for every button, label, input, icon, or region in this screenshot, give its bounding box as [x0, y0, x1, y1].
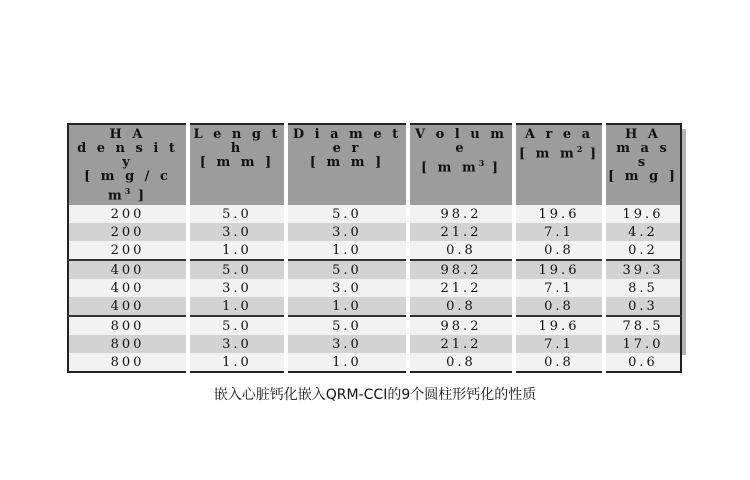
cell-ha-mass: 17.0 [604, 335, 681, 353]
header-area [514, 124, 604, 205]
cell-area: 0.8 [514, 353, 604, 372]
header-line: L e n g t h [193, 127, 281, 156]
header-length [188, 124, 286, 205]
cell-ha-mass: 0.6 [604, 353, 681, 372]
cell-area: 19.6 [514, 316, 604, 335]
cell-ha-mass: 8.5 [604, 279, 681, 297]
cell-area: 0.8 [514, 241, 604, 260]
cell-area: 7.1 [514, 279, 604, 297]
header-line: A r e a [524, 127, 594, 142]
table-row [68, 241, 681, 260]
cell-ha-density: 400 [68, 260, 188, 279]
cell-length: 3.0 [188, 223, 286, 241]
cell-ha-mass: 0.3 [604, 297, 681, 316]
cell-diameter: 5.0 [286, 205, 408, 223]
cell-ha-density: 400 [68, 297, 188, 316]
cell-diameter: 3.0 [286, 279, 408, 297]
header-line: [ m g ] [608, 169, 678, 184]
cell-ha-density: 400 [68, 279, 188, 297]
cell-ha-mass: 0.2 [604, 241, 681, 260]
cell-volume: 98.2 [408, 260, 514, 279]
header-diameter [286, 124, 408, 205]
cell-length: 1.0 [188, 297, 286, 316]
cell-volume: 0.8 [408, 241, 514, 260]
cell-length: 3.0 [188, 335, 286, 353]
table-row [68, 279, 681, 297]
header-line-tail: ] [484, 160, 501, 176]
cell-diameter: 1.0 [286, 353, 408, 372]
cell-ha-density: 800 [68, 316, 188, 335]
calcification-properties-table [67, 123, 682, 373]
cell-area: 19.6 [514, 260, 604, 279]
header-line: d e n s i t y [77, 141, 178, 170]
properties-table-container [67, 123, 680, 370]
cell-ha-mass: 19.6 [604, 205, 681, 223]
cell-diameter: 3.0 [286, 223, 408, 241]
header-line: [ m m [421, 160, 479, 176]
cell-ha-density: 200 [68, 223, 188, 241]
cell-area: 7.1 [514, 335, 604, 353]
cell-length: 1.0 [188, 241, 286, 260]
cell-volume: 21.2 [408, 279, 514, 297]
cell-diameter: 3.0 [286, 335, 408, 353]
table-row [68, 205, 681, 223]
table-row [68, 316, 681, 335]
header-line: [ m g / c m [84, 169, 171, 204]
header-line: H A [625, 127, 661, 142]
cell-diameter: 1.0 [286, 297, 408, 316]
cell-area: 0.8 [514, 297, 604, 316]
header-ha-density [68, 124, 188, 205]
cell-volume: 98.2 [408, 205, 514, 223]
cell-ha-density: 200 [68, 241, 188, 260]
header-line: m a s s [616, 141, 670, 170]
cell-diameter: 5.0 [286, 316, 408, 335]
table-body [68, 205, 681, 372]
cell-ha-mass: 4.2 [604, 223, 681, 241]
table-caption: 嵌入心脏钙化嵌入QRM-CCI的9个圆柱形钙化的性质 [213, 387, 537, 403]
cell-volume: 21.2 [408, 335, 514, 353]
header-line: D i a m e t e r [292, 127, 402, 156]
cell-length: 5.0 [188, 205, 286, 223]
cell-ha-density: 200 [68, 205, 188, 223]
table-row [68, 260, 681, 279]
table-row [68, 353, 681, 372]
cell-area: 19.6 [514, 205, 604, 223]
header-line-tail: ] [130, 188, 148, 204]
cell-length: 5.0 [188, 260, 286, 279]
cell-ha-mass: 78.5 [604, 316, 681, 335]
table-row [68, 223, 681, 241]
cell-volume: 0.8 [408, 297, 514, 316]
header-line: V o l u m e [414, 127, 507, 156]
cell-length: 5.0 [188, 316, 286, 335]
header-line: [ m m ] [309, 155, 385, 170]
cell-ha-mass: 39.3 [604, 260, 681, 279]
header-line: [ m m ] [199, 155, 275, 170]
header-line: [ m m [519, 146, 577, 162]
cell-volume: 21.2 [408, 223, 514, 241]
header-superscript: 3 [478, 158, 485, 168]
header-ha-mass [604, 124, 681, 205]
cell-ha-density: 800 [68, 335, 188, 353]
header-line: H A [109, 127, 146, 142]
header-superscript: 2 [576, 144, 583, 154]
header-line-tail: ] [582, 146, 599, 162]
cell-length: 3.0 [188, 279, 286, 297]
cell-area: 7.1 [514, 223, 604, 241]
cell-volume: 98.2 [408, 316, 514, 335]
cell-diameter: 5.0 [286, 260, 408, 279]
cell-length: 1.0 [188, 353, 286, 372]
header-volume [408, 124, 514, 205]
cell-diameter: 1.0 [286, 241, 408, 260]
table-row [68, 335, 681, 353]
cell-ha-density: 800 [68, 353, 188, 372]
header-superscript: 3 [124, 186, 131, 196]
table-header-row [68, 124, 681, 205]
cell-volume: 0.8 [408, 353, 514, 372]
table-row [68, 297, 681, 316]
